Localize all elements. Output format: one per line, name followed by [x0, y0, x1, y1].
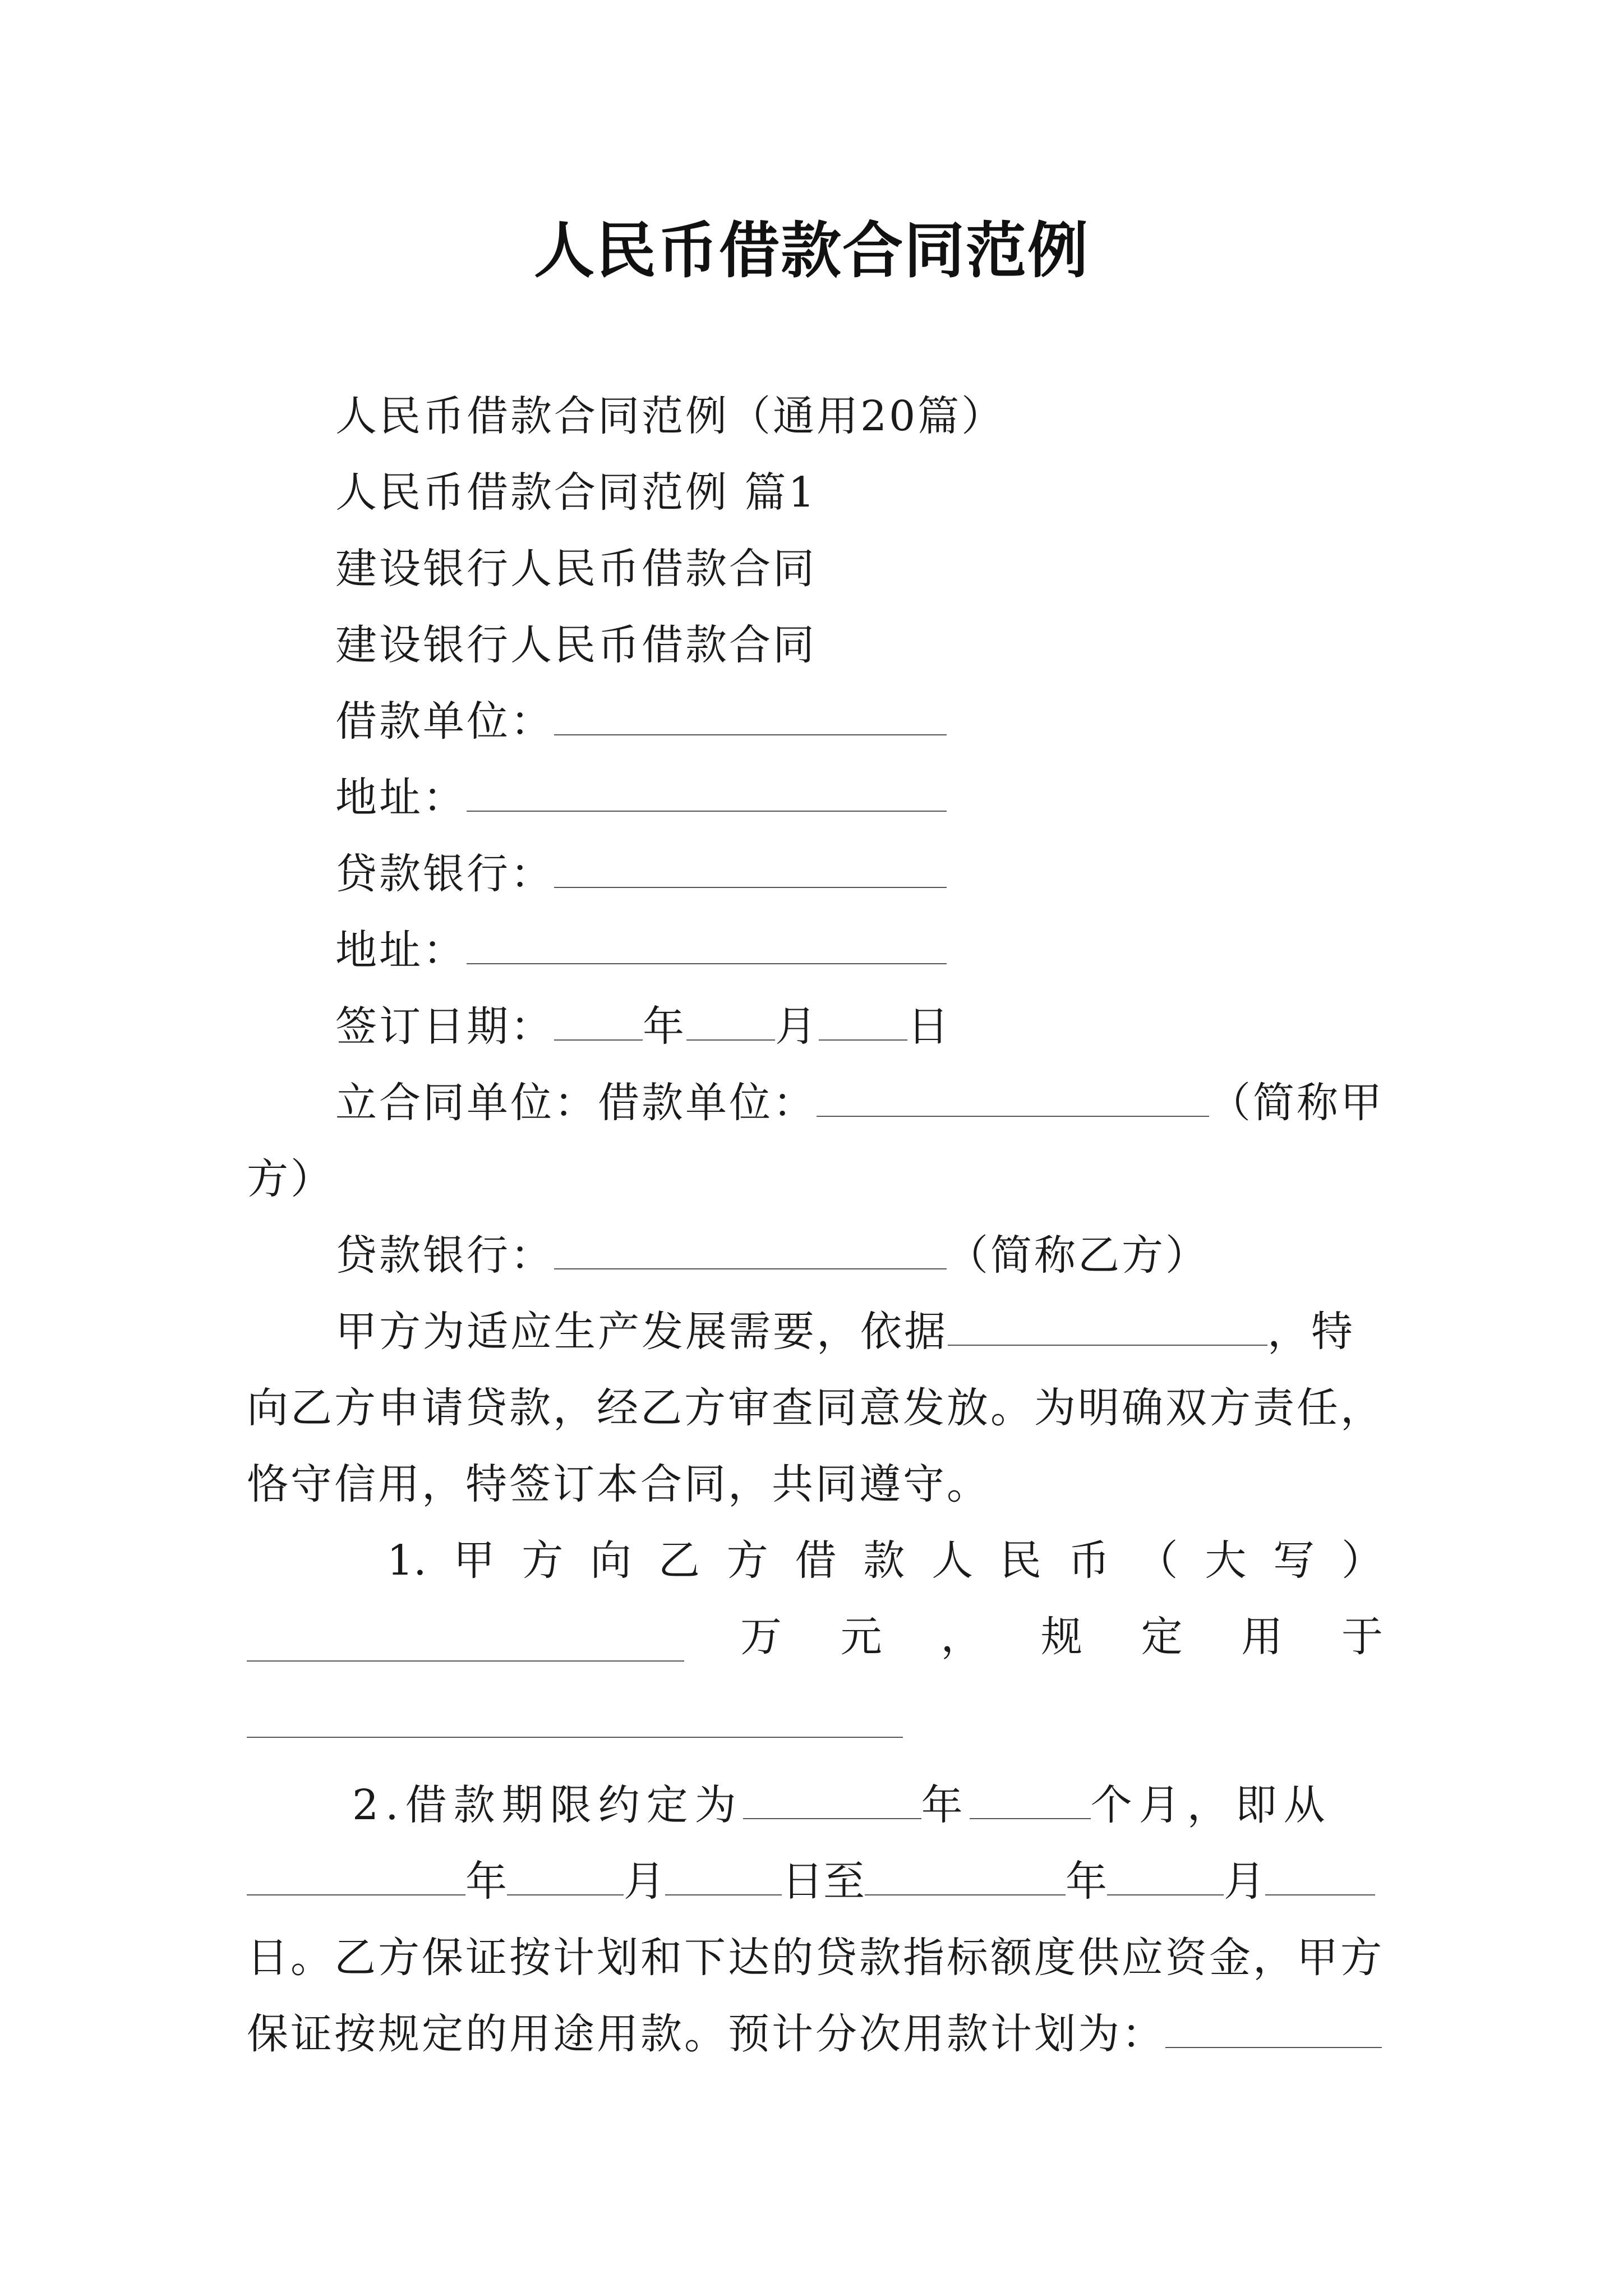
lender-blank: [554, 848, 947, 888]
to-month-label: 月: [1224, 1857, 1265, 1906]
intro-text-a: 甲方为适应生产发展需要，依据: [335, 1308, 948, 1356]
clause1-a-char: 方: [726, 1536, 768, 1585]
clause1-a-char: 乙: [658, 1536, 700, 1585]
sign-year-label: 年: [643, 1002, 686, 1051]
clause2-line-4: [247, 2006, 1382, 2062]
clause1-a-char: 写: [1273, 1536, 1315, 1585]
clause1-b-char: 规: [1040, 1613, 1082, 1661]
clause2-year-label: 年: [921, 1781, 970, 1829]
to-year-label: 年: [1066, 1857, 1107, 1906]
clause1-a-char: 民: [999, 1536, 1041, 1585]
intro-line-2: 向乙方申请贷款，经乙方审查同意发放。为明确双方责任，: [247, 1384, 1384, 1432]
lender2-abbrev: （简称乙方）: [947, 1231, 1209, 1280]
lender2-label: 贷款银行：: [335, 1231, 554, 1280]
clause1-a-char: 大: [1205, 1536, 1247, 1585]
from-year-label: 年: [465, 1857, 507, 1906]
clause1-b-char: 万: [740, 1613, 782, 1661]
subtitle-line: 人民币借款合同范例（通用20篇）: [335, 392, 1006, 440]
contract-name-line: 建设银行人民币借款合同: [335, 545, 817, 593]
document-title: 人民币借款合同范例: [533, 216, 1089, 286]
lender2-blank: [554, 1229, 947, 1269]
clause1-line-1: [387, 1533, 1383, 1589]
to-month-blank: [1107, 1855, 1224, 1895]
clause1-a-char: 借: [795, 1536, 837, 1585]
clause1-b-char: 定: [1141, 1613, 1183, 1661]
parties-field: [335, 1075, 1384, 1131]
clause1-line-2: [740, 1609, 1383, 1665]
clause1-a-char: 方: [522, 1536, 564, 1585]
sign-year-blank: [554, 1000, 643, 1041]
intro-line-3: 恪守信用，特签订本合同，共同遵守。: [247, 1460, 990, 1508]
intro-line-1: [335, 1304, 1355, 1360]
parties-borrower-blank: [817, 1076, 1209, 1117]
clause2-line-3: 日。乙方保证按计划和下达的贷款指标额度供应资金，甲方: [247, 1934, 1384, 1982]
intro-basis-blank: [948, 1305, 1267, 1346]
address1-field: [335, 770, 947, 826]
address1-blank: [467, 771, 947, 812]
clause1-a-char: 币: [1068, 1536, 1110, 1585]
clause1-b-char: 于: [1341, 1613, 1383, 1661]
piece-heading: 人民币借款合同范例 篇1: [335, 468, 817, 517]
clause1-b-char: 元: [840, 1613, 882, 1661]
address2-blank: [467, 924, 947, 964]
clause2-months-blank: [970, 1779, 1091, 1819]
sign-day-label: 日: [907, 1002, 951, 1051]
from-year-blank: [247, 1855, 465, 1895]
lender-field: [335, 846, 947, 902]
parties-label: 立合同单位：借款单位：: [335, 1079, 817, 1127]
address2-field: [335, 922, 947, 978]
from-month-label: 月: [624, 1857, 665, 1906]
clause1-a-char: 向: [590, 1536, 632, 1585]
usage-plan-blank: [1165, 2008, 1382, 2048]
parties-continued: 方）: [247, 1155, 334, 1203]
clause1-a-char: （: [1136, 1536, 1178, 1585]
clause1-b-char: ，: [940, 1613, 983, 1661]
borrower-blank: [554, 695, 947, 735]
clause1-b-char: 用: [1241, 1613, 1283, 1661]
lender2-field: [335, 1227, 1209, 1283]
sign-month-label: 月: [775, 1002, 819, 1051]
clause2-text-a: 2.借款期限约定为: [352, 1781, 743, 1829]
to-day-blank: [1265, 1855, 1375, 1895]
lender-label: 贷款银行：: [335, 850, 554, 898]
clause1-a-char: 人: [932, 1536, 974, 1585]
borrower-field: [335, 693, 947, 749]
to-year-blank: [865, 1855, 1066, 1895]
clause1-purpose-blank: [247, 1737, 903, 1738]
clause1-a-char: 款: [863, 1536, 905, 1585]
clause2-years-blank: [743, 1779, 921, 1819]
from-month-blank: [507, 1855, 624, 1895]
from-day-to-label: 日至: [782, 1857, 865, 1906]
sign-date-field: [335, 999, 951, 1055]
clause1-a-char: 1.: [387, 1536, 427, 1585]
clause1-amount-blank: [247, 1660, 684, 1662]
sign-month-blank: [686, 1000, 775, 1041]
clause2-months-label: 个月，即从: [1090, 1781, 1332, 1829]
address1-label: 地址：: [335, 774, 467, 822]
parties-abbrev: （简称甲: [1209, 1079, 1384, 1127]
clause1-a-char: 甲: [453, 1536, 495, 1585]
clause1-a-char: ）: [1341, 1536, 1383, 1585]
sign-date-label: 签订日期：: [335, 1002, 554, 1051]
address2-label: 地址：: [335, 926, 467, 974]
intro-text-b: ，特: [1267, 1308, 1355, 1356]
clause2-text-d: 保证按规定的用途用款。预计分次用款计划为：: [247, 2010, 1165, 2058]
from-day-blank: [665, 1855, 782, 1895]
contract-name-line-repeat: 建设银行人民币借款合同: [335, 621, 817, 669]
clause2-line-1: [352, 1777, 1332, 1833]
clause2-line-2: [247, 1853, 1375, 1910]
borrower-label: 借款单位：: [335, 697, 554, 746]
sign-day-blank: [819, 1000, 907, 1041]
